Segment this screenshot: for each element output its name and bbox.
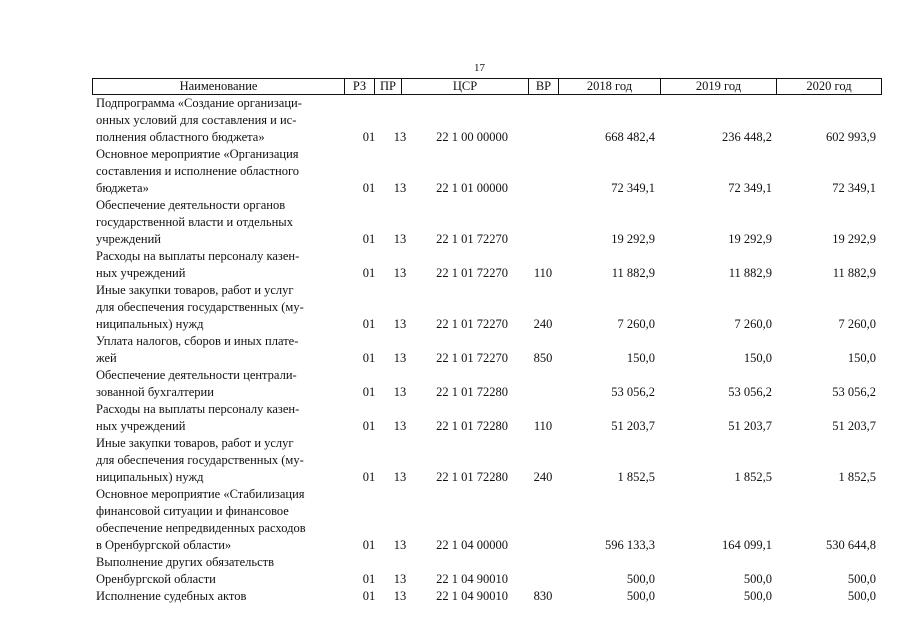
row-name-line: полнения областного бюджета» [96, 130, 265, 144]
row-rz: 01 [362, 317, 376, 331]
row-vr: 110 [533, 266, 553, 280]
row-rz: 01 [362, 351, 376, 365]
row-2019: 236 448,2 [722, 130, 772, 144]
row-name [96, 486, 346, 554]
row-name [96, 435, 346, 486]
row-rz: 01 [362, 130, 376, 144]
table-row [0, 401, 905, 435]
row-2018: 150,0 [626, 351, 655, 365]
row-name-line: ных учреждений [96, 419, 186, 433]
row-pr: 13 [393, 589, 407, 603]
row-csr: 22 1 01 72280 [436, 470, 508, 484]
table-header [92, 78, 882, 95]
row-2020: 19 292,9 [832, 232, 876, 246]
row-rz: 01 [362, 589, 376, 603]
table-body [0, 95, 905, 605]
row-2018: 19 292,9 [611, 232, 655, 246]
row-vr: 850 [533, 351, 553, 365]
row-pr: 13 [393, 470, 407, 484]
row-name-line: Уплата налогов, сборов и иных плате- [96, 334, 299, 348]
row-2018: 72 349,1 [611, 181, 655, 195]
row-name-line: зованной бухгалтерии [96, 385, 214, 399]
row-2020: 1 852,5 [838, 470, 876, 484]
row-2019: 72 349,1 [728, 181, 772, 195]
row-name [96, 333, 346, 367]
row-name [96, 588, 346, 605]
header-2018: 2018 год [559, 79, 661, 94]
row-name-line: Оренбургской области [96, 572, 216, 586]
row-rz: 01 [362, 232, 376, 246]
row-csr: 22 1 00 00000 [436, 130, 508, 144]
row-2019: 164 099,1 [722, 538, 772, 552]
row-rz: 01 [362, 181, 376, 195]
table-row [0, 95, 905, 146]
row-pr: 13 [393, 351, 407, 365]
row-2019: 19 292,9 [728, 232, 772, 246]
table-row [0, 146, 905, 197]
row-vr: 240 [533, 317, 553, 331]
row-2018: 668 482,4 [605, 130, 655, 144]
row-pr: 13 [393, 572, 407, 586]
table-row [0, 486, 905, 554]
page-number: 17 [474, 62, 485, 74]
row-vr: 830 [533, 589, 553, 603]
row-csr: 22 1 01 72270 [436, 232, 508, 246]
row-name [96, 401, 346, 435]
row-2018: 53 056,2 [611, 385, 655, 399]
row-2019: 51 203,7 [728, 419, 772, 433]
row-2020: 11 882,9 [832, 266, 876, 280]
row-name-line: для обеспечения государственных (му- [96, 453, 304, 467]
row-2020: 72 349,1 [832, 181, 876, 195]
row-2020: 51 203,7 [832, 419, 876, 433]
row-csr: 22 1 01 72280 [436, 419, 508, 433]
row-2020: 53 056,2 [832, 385, 876, 399]
row-name-line: ниципальных) нужд [96, 317, 204, 331]
row-csr: 22 1 01 72270 [436, 317, 508, 331]
row-name [96, 95, 346, 146]
row-name-line: Иные закупки товаров, работ и услуг [96, 283, 294, 297]
row-pr: 13 [393, 232, 407, 246]
row-name-line: Обеспечение деятельности органов [96, 198, 286, 212]
header-rz: РЗ [345, 79, 375, 94]
header-csr: ЦСР [402, 79, 529, 94]
row-2020: 500,0 [847, 572, 876, 586]
row-pr: 13 [393, 538, 407, 552]
table-row [0, 588, 905, 605]
row-csr: 22 1 04 00000 [436, 538, 508, 552]
row-name [96, 146, 346, 197]
row-name [96, 197, 346, 248]
row-name-line: онных условий для составления и ис- [96, 113, 297, 127]
row-name-line: финансовой ситуации и финансовое [96, 504, 289, 518]
row-name [96, 282, 346, 333]
row-name [96, 367, 346, 401]
row-2020: 150,0 [847, 351, 876, 365]
header-vr: ВР [529, 79, 559, 94]
row-2020: 500,0 [847, 589, 876, 603]
row-csr: 22 1 01 72270 [436, 266, 508, 280]
row-name-line: Выполнение других обязательств [96, 555, 274, 569]
row-2020: 602 993,9 [826, 130, 876, 144]
row-pr: 13 [393, 181, 407, 195]
row-pr: 13 [393, 317, 407, 331]
row-name-line: Основное мероприятие «Стабилизация [96, 487, 305, 501]
table-row [0, 282, 905, 333]
row-name-line: Обеспечение деятельности централи- [96, 368, 297, 382]
row-pr: 13 [393, 385, 407, 399]
row-csr: 22 1 01 72270 [436, 351, 508, 365]
row-name-line: составления и исполнение областного [96, 164, 300, 178]
row-2018: 500,0 [626, 572, 655, 586]
row-2018: 1 852,5 [617, 470, 655, 484]
row-name-line: в Оренбургской области» [96, 538, 232, 552]
row-2019: 53 056,2 [728, 385, 772, 399]
row-2020: 530 644,8 [826, 538, 876, 552]
row-name-line: жей [96, 351, 117, 365]
row-2019: 150,0 [743, 351, 772, 365]
row-2018: 596 133,3 [605, 538, 655, 552]
table-row [0, 554, 905, 588]
row-name-line: учреждений [96, 232, 161, 246]
row-rz: 01 [362, 419, 376, 433]
row-name-line: государственной власти и отдельных [96, 215, 293, 229]
row-name-line: для обеспечения государственных (му- [96, 300, 304, 314]
row-2018: 11 882,9 [611, 266, 655, 280]
table-row [0, 367, 905, 401]
row-pr: 13 [393, 130, 407, 144]
row-name-line: ниципальных) нужд [96, 470, 204, 484]
header-2020: 2020 год [806, 79, 852, 93]
row-name-line: обеспечение непредвиденных расходов [96, 521, 306, 535]
row-2018: 51 203,7 [611, 419, 655, 433]
row-name-line: ных учреждений [96, 266, 186, 280]
row-name-line: бюджета» [96, 181, 149, 195]
row-name-line: Подпрограмма «Создание организаци- [96, 96, 302, 110]
row-2018: 7 260,0 [617, 317, 655, 331]
row-2020: 7 260,0 [838, 317, 876, 331]
row-2019: 500,0 [743, 572, 772, 586]
row-2019: 7 260,0 [734, 317, 772, 331]
table-row [0, 248, 905, 282]
row-csr: 22 1 04 90010 [436, 589, 508, 603]
header-name: Наименование [93, 79, 345, 94]
row-vr: 110 [533, 419, 553, 433]
row-rz: 01 [362, 385, 376, 399]
table-row [0, 333, 905, 367]
row-name [96, 248, 346, 282]
header-2019: 2019 год [661, 79, 777, 94]
row-rz: 01 [362, 538, 376, 552]
row-2018: 500,0 [626, 589, 655, 603]
row-vr: 240 [533, 470, 553, 484]
row-csr: 22 1 04 90010 [436, 572, 508, 586]
row-rz: 01 [362, 572, 376, 586]
row-name-line: Основное мероприятие «Организация [96, 147, 299, 161]
table-row [0, 435, 905, 486]
header-pr: ПР [375, 79, 402, 94]
table-row [0, 197, 905, 248]
row-csr: 22 1 01 72280 [436, 385, 508, 399]
row-name [96, 554, 346, 588]
row-name-line: Расходы на выплаты персоналу казен- [96, 402, 300, 416]
row-2019: 1 852,5 [734, 470, 772, 484]
row-name-line: Расходы на выплаты персоналу казен- [96, 249, 300, 263]
row-pr: 13 [393, 266, 407, 280]
row-pr: 13 [393, 419, 407, 433]
row-2019: 11 882,9 [728, 266, 772, 280]
row-2019: 500,0 [743, 589, 772, 603]
row-name-line: Иные закупки товаров, работ и услуг [96, 436, 294, 450]
row-rz: 01 [362, 266, 376, 280]
row-rz: 01 [362, 470, 376, 484]
row-csr: 22 1 01 00000 [436, 181, 508, 195]
row-name-line: Исполнение судебных актов [96, 589, 247, 603]
